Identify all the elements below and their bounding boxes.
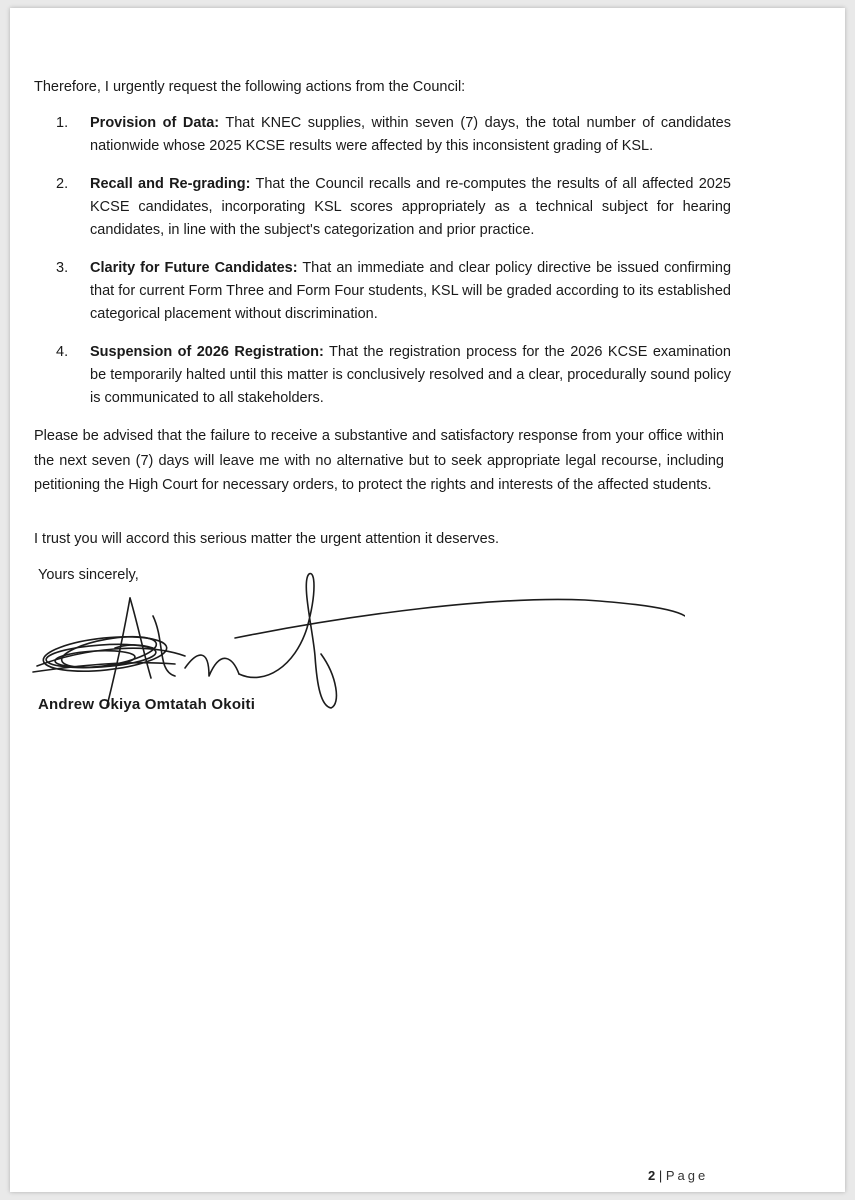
action-item [56, 257, 732, 326]
warning-paragraph: Please be advised that the failure to receive a substantive and satisfactory response from your office within the next seven (7) days will leave me with no alternative but to seek appropriate legal recourse, including petitioning the High Court for necessary orders, to protect the rights and interests of the affected students. [34, 428, 724, 493]
action-text: That the Council recalls and re-computes the results of all affected 2025 KCSE candidates, incorporating KSL scores appropriately as a technical subject for hearing candidates, in line with the subject's categorization and prior practice. [90, 176, 731, 238]
letter-page [10, 8, 845, 1192]
action-number: 2. [56, 176, 69, 192]
page-separator: | [655, 1168, 666, 1183]
action-heading: Provision of Data: [90, 115, 220, 131]
handwritten-signature [25, 556, 685, 716]
action-list [56, 112, 731, 425]
page-number: 2 [648, 1168, 656, 1183]
action-item [56, 341, 731, 410]
action-text: That KNEC supplies, within seven (7) days, the total number of candidates nationwide whose 2025 KCSE results were affected by this inconsistent grading of KSL. [90, 115, 731, 154]
action-number: 4. [56, 344, 69, 360]
action-item [56, 112, 731, 158]
action-heading: Recall and Re-grading: [90, 176, 251, 192]
action-number: 1. [56, 115, 69, 131]
page-footer [648, 1168, 708, 1183]
action-item [56, 173, 731, 242]
action-text: That an immediate and clear policy directive be issued confirming that for current Form Three and Form Four students, KSL will be graded according to its established categorical placement without discrimination. [90, 260, 732, 322]
trust-paragraph: I trust you will accord this serious matter the urgent attention it deserves. [34, 531, 500, 547]
page-word: Page [665, 1168, 709, 1183]
action-text: That the registration process for the 2026 KCSE examination be temporarily halted until this matter is conclusively resolved and a clear, procedurally sound policy is communicated to all stakeholders. [90, 344, 731, 406]
action-heading: Clarity for Future Candidates: [90, 260, 298, 276]
signer-name: Andrew Okiya Omtatah Okoiti [38, 696, 256, 713]
action-heading: Suspension of 2026 Registration: [90, 344, 324, 360]
action-number: 3. [56, 260, 69, 276]
closing-salutation: Yours sincerely, [38, 567, 139, 583]
intro-line: Therefore, I urgently request the following actions from the Council: [34, 79, 466, 95]
